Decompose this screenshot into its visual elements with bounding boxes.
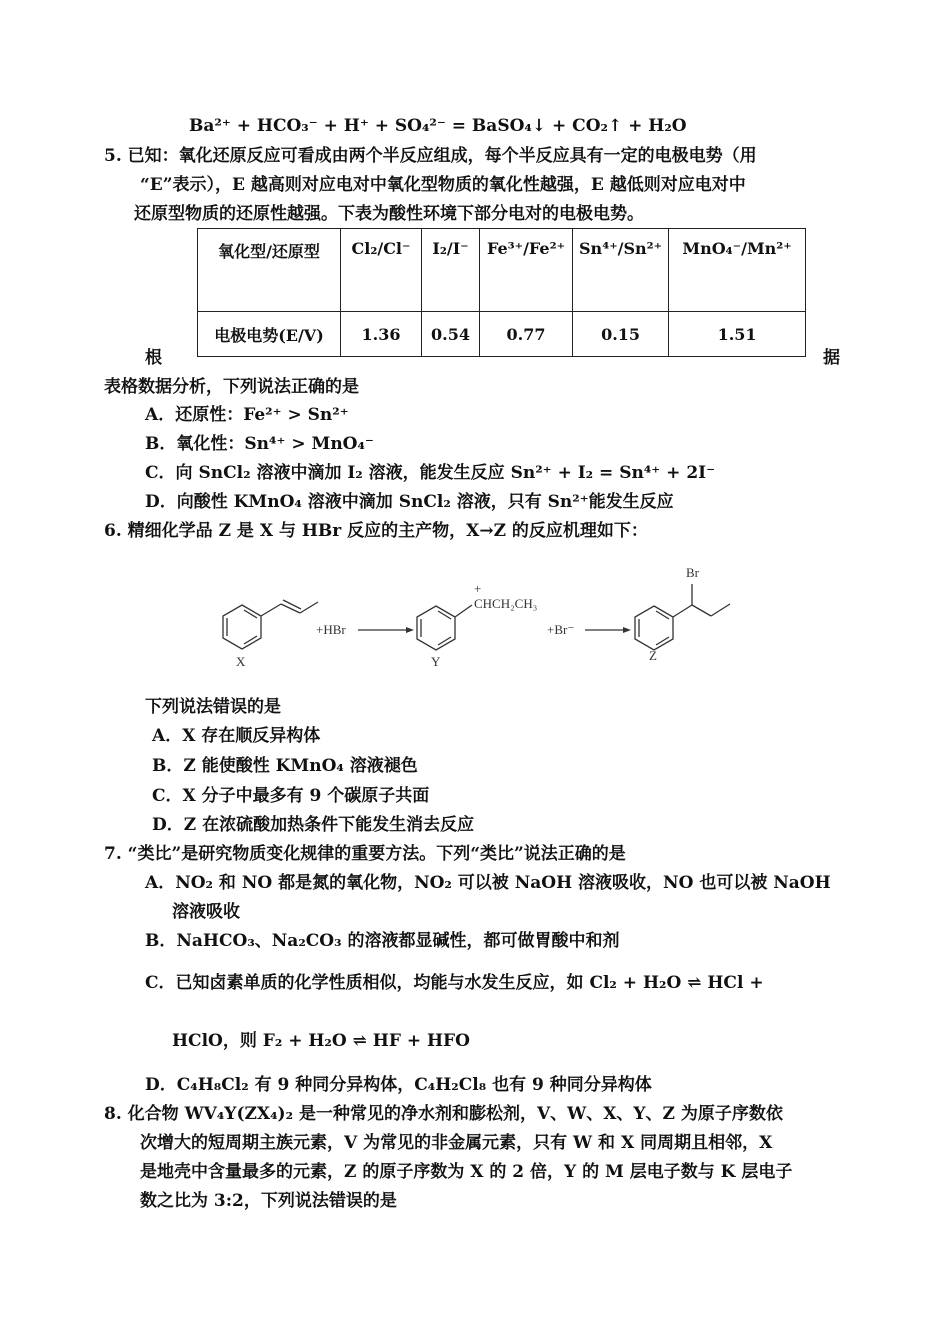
label-y: Y	[431, 654, 441, 669]
q5-after-right: 据	[823, 348, 840, 368]
arrow-head-1	[406, 627, 414, 633]
table-value-cell: 0.54	[422, 312, 480, 357]
table-value-cell: 1.51	[669, 312, 806, 357]
q5-stem-line3: 还原型物质的还原性越强。下表为酸性环境下部分电对的电极电势。	[134, 204, 644, 224]
q6-option-a: A．X 存在顺反异构体	[152, 726, 321, 746]
q8-stem-line2: 次增大的短周期主族元素，V 为常见的非金属元素，只有 W 和 X 同周期且相邻，X	[140, 1133, 773, 1153]
reagent-br: +Br⁻	[547, 622, 575, 637]
q8-stem-line1: 8. 化合物 WV₄Y(ZX₄)₂ 是一种常见的净水剂和膨松剂，V、W、X、Y、Z 为原子序数依	[104, 1104, 783, 1124]
q8-stem-line3: 是地壳中含量最多的元素，Z 的原子序数为 X 的 2 倍，Y 的 M 层电子数与 K 层电子	[140, 1162, 793, 1182]
q7-option-d: D．C₄H₈Cl₂ 有 9 种同分异构体，C₄H₂Cl₈ 也有 9 种同分异构体	[145, 1075, 652, 1095]
q7-option-a-line1: A．NO₂ 和 NO 都是氮的氧化物，NO₂ 可以被 NaOH 溶液吸收，NO 也可以被 NaOH	[145, 873, 831, 893]
table-row-label: 电极电势(E/V)	[198, 312, 341, 357]
cation-charge: +	[474, 581, 482, 596]
bromine-label: Br	[686, 565, 699, 580]
label-z: Z	[649, 648, 657, 663]
q5-after-left: 根	[145, 348, 162, 368]
table-header-cell: MnO₄⁻/Mn²⁺	[669, 229, 806, 312]
table-value-cell: 1.36	[341, 312, 422, 357]
benzene-ring-y	[417, 605, 472, 650]
q7-option-b: B．NaHCO₃、Na₂CO₃ 的溶液都显碱性，都可做胃酸中和剂	[145, 931, 620, 951]
electrode-potential-table	[197, 228, 806, 357]
q7-option-c-line2: HClO，则 F₂ + H₂O ⇌ HF + HFO	[172, 1031, 470, 1051]
benzene-ring-x	[223, 600, 318, 649]
q7-option-a-line2: 溶液吸收	[172, 902, 240, 922]
q5-option-d: D．向酸性 KMnO₄ 溶液中滴加 SnCl₂ 溶液，只有 Sn²⁺能发生反应	[145, 492, 674, 512]
top-equation: Ba²⁺ + HCO₃⁻ + H⁺ + SO₄²⁻ = BaSO₄↓ + CO₂↑ + H₂O	[189, 116, 687, 136]
benzene-ring-z	[635, 584, 730, 650]
q5-question: 表格数据分析，下列说法正确的是	[104, 377, 359, 397]
q5-option-b: B．氧化性：Sn⁴⁺ > MnO₄⁻	[145, 434, 374, 454]
table-header-cell: 氧化型/还原型	[198, 229, 341, 312]
q6-stem: 6. 精细化学品 Z 是 X 与 HBr 反应的主产物，X→Z 的反应机理如下：	[104, 521, 648, 541]
table-value-cell: 0.77	[480, 312, 573, 357]
q7-stem: 7. “类比”是研究物质变化规律的重要方法。下列“类比”说法正确的是	[104, 844, 626, 864]
table-header-cell: Fe³⁺/Fe²⁺	[480, 229, 573, 312]
cation-formula: CHCH₂CH₃	[474, 596, 538, 611]
q6-option-d: D．Z 在浓硫酸加热条件下能发生消去反应	[152, 815, 475, 835]
table-value-cell: 0.15	[573, 312, 669, 357]
table-header-cell: Cl₂/Cl⁻	[341, 229, 422, 312]
reagent-hbr: +HBr	[316, 622, 346, 637]
q6-option-c: C．X 分子中最多有 9 个碳原子共面	[152, 786, 430, 806]
q5-option-c: C．向 SnCl₂ 溶液中滴加 I₂ 溶液，能发生反应 Sn²⁺ + I₂ = Sn⁴⁺ + 2I⁻	[145, 463, 716, 483]
q6-question: 下列说法错误的是	[145, 697, 281, 717]
reaction-mechanism-diagram	[210, 560, 750, 670]
q5-stem-line2: “E”表示），E 越高则对应电对中氧化型物质的氧化性越强，E 越低则对应电对中	[140, 175, 746, 195]
q5-option-a: A．还原性：Fe²⁺ > Sn²⁺	[145, 405, 349, 425]
label-x: X	[236, 654, 246, 669]
q7-option-c-line1: C．已知卤素单质的化学性质相似，均能与水发生反应，如 Cl₂ + H₂O ⇌ HCl +	[145, 973, 764, 993]
table-header-cell: I₂/I⁻	[422, 229, 480, 312]
q8-stem-line4: 数之比为 3:2，下列说法错误的是	[140, 1191, 397, 1211]
table-header-cell: Sn⁴⁺/Sn²⁺	[573, 229, 669, 312]
q5-stem-line1: 5. 已知：氧化还原反应可看成由两个半反应组成，每个半反应具有一定的电极电势（用	[104, 146, 757, 166]
arrow-head-2	[623, 627, 631, 633]
q6-option-b: B．Z 能使酸性 KMnO₄ 溶液褪色	[152, 756, 418, 776]
